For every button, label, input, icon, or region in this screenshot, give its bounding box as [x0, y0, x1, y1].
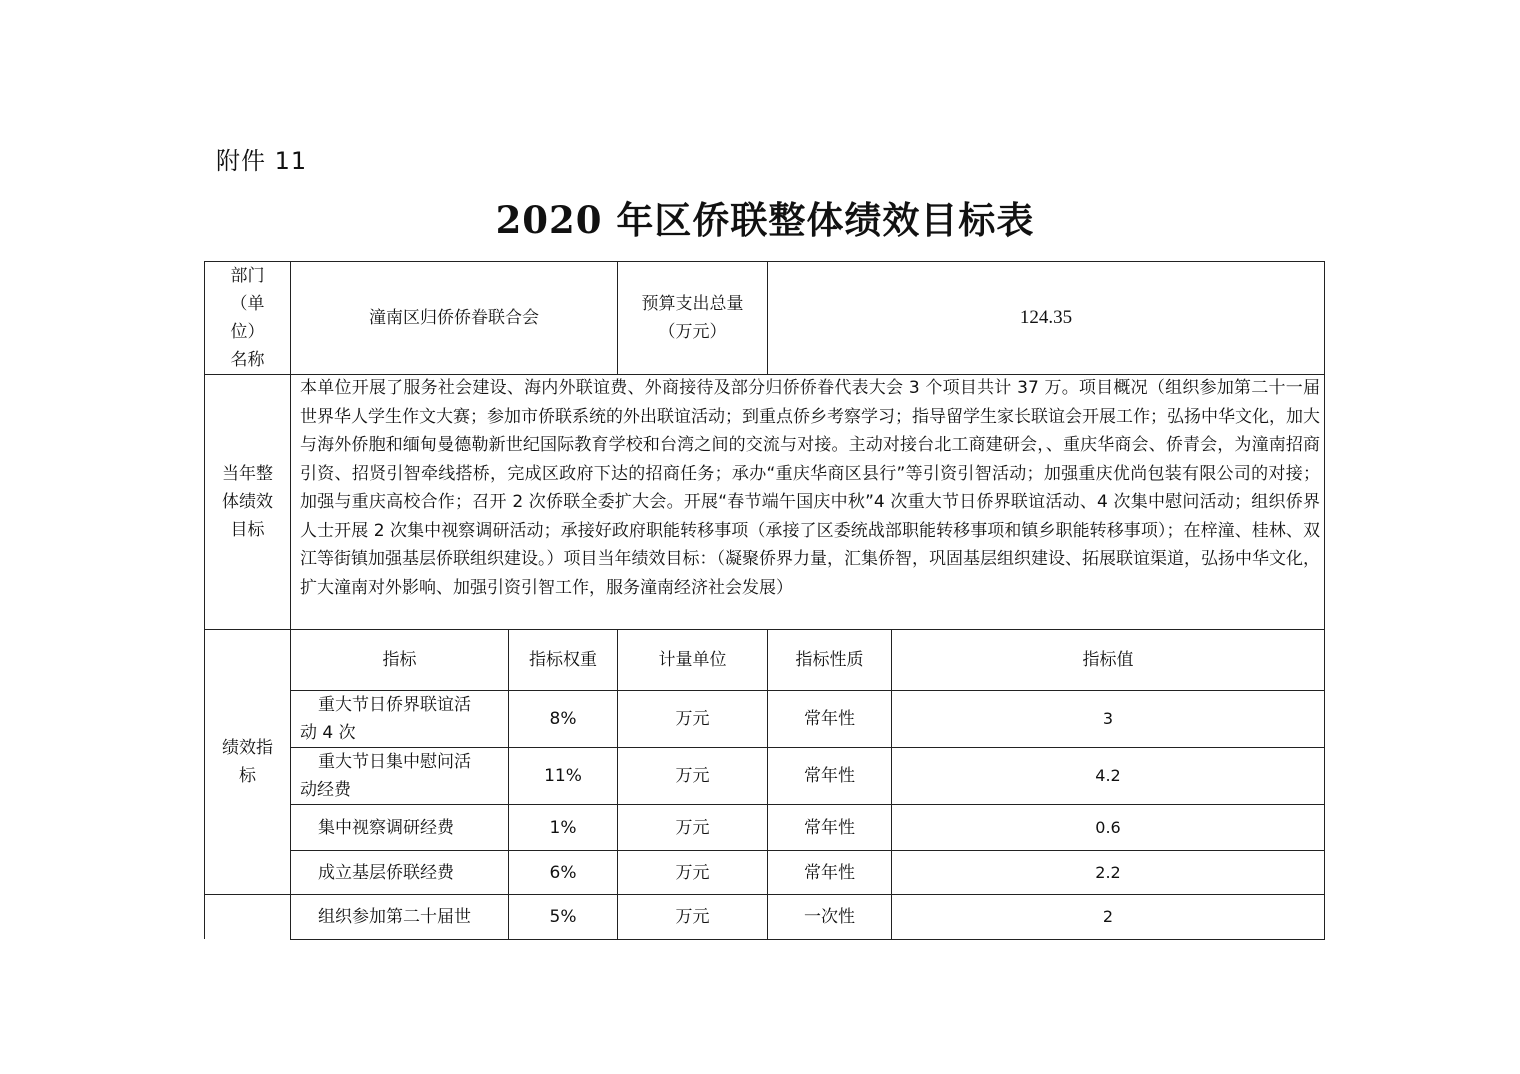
column-header-indicator — [291, 630, 508, 690]
column-header-label: 计量单位 — [658, 650, 727, 670]
dept-label-line: 位） — [230, 322, 265, 342]
table-row-weight — [509, 851, 617, 894]
indicator-value: 2.2 — [1095, 862, 1121, 882]
weight-value: 8% — [549, 709, 577, 729]
indicators-label-cell — [205, 630, 290, 894]
unit-value: 万元 — [675, 907, 710, 927]
column-header-unit — [618, 630, 767, 690]
indicator-value: 4.2 — [1095, 766, 1121, 785]
column-header-weight — [509, 630, 617, 690]
dept-label-line: 名称 — [230, 350, 265, 370]
budget-value: 124.35 — [1019, 307, 1073, 328]
dept-label-line: 部门 — [230, 266, 265, 286]
table-row-unit — [618, 805, 767, 850]
table-row-nature — [768, 805, 891, 850]
column-header-label: 指标 — [382, 650, 417, 670]
nature-value: 常年性 — [804, 766, 855, 786]
table-border-right — [1324, 261, 1325, 939]
weight-value: 1% — [549, 817, 577, 838]
annual-goal-text: 本单位开展了服务社会建设、海内外联谊费、外商接待及部分归侨侨眷代表大会 3 个项目共计 37 万。项目概况（组织参加第二十一届世界华人学生作文大赛；参加市侨联系统的外出联谊活动；到重点侨乡考察学习；指导留学生家长联谊会开展工作；弘扬中华文化，加大与海外侨胞和缅甸曼德勒新世纪国际教育学校和台湾之间的交流与对接。主动对接台北工商建研会，、重庆华商会、侨青会，为潼南招商引资、招贤引智牵线搭桥，完成区政府下达的招商任务；承办“重庆华商区县行”等引资引智活动；加强重庆优尚包装有限公司的对接；加强与重庆高校合作；召开 2 次侨联全委扩大会。开展“春节端午国庆中秋”4 次重大节日侨界联谊活动、4 次集中慰问活动；组织侨界人士开展 2 次集中视察调研活动；承接好政府职能转移事项（承接了区委统战部职能转移事项和镇乡职能转移事项）；在梓潼、桂林、双江等街镇加强基层侨联组织建设。）项目当年绩效目标：（凝聚侨界力量，汇集侨智，巩固基层组织建设、拓展联谊渠道，弘扬中华文化，扩大潼南对外影响、加强引资引智工作，服务潼南经济社会发展） — [300, 378, 1320, 598]
unit-value: 万元 — [675, 862, 710, 883]
table-row-unit — [618, 691, 767, 747]
table-row-unit — [618, 748, 767, 804]
table-row-value — [892, 691, 1324, 747]
table-row-nature — [768, 748, 891, 804]
nature-value: 常年性 — [804, 817, 855, 838]
column-header-nature — [768, 630, 891, 690]
budget-label-line: （万元） — [658, 322, 727, 342]
indicator-name-line: 动经费 — [300, 780, 351, 800]
annual-goal-label-cell — [205, 375, 290, 629]
table-row-indicator-name — [300, 748, 508, 804]
table-row-nature — [768, 691, 891, 747]
unit-value: 万元 — [675, 766, 710, 786]
unit-value: 万元 — [675, 817, 710, 838]
annual-goal-label-line: 目标 — [230, 520, 265, 540]
table-row-weight — [509, 691, 617, 747]
table-row-value — [892, 895, 1324, 939]
table-row-value — [892, 805, 1324, 850]
indicator-name-line: 组织参加第二十届世 — [318, 907, 471, 927]
indicator-value: 2 — [1102, 907, 1114, 926]
indicator-name-line: 重大节日侨界联谊活 — [318, 695, 471, 715]
dept-name-cell — [291, 262, 617, 374]
attachment-label: 附件 11 — [216, 147, 308, 175]
budget-label-line: 预算支出总量 — [641, 294, 744, 314]
table-row-value — [892, 748, 1324, 804]
indicator-name-line: 重大节日集中慰问活 — [318, 752, 471, 772]
weight-value: 5% — [549, 907, 577, 927]
table-row-weight — [509, 895, 617, 939]
budget-label-cell — [618, 262, 767, 374]
page-title: 2020 年区侨联整体绩效目标表 — [495, 198, 1035, 242]
column-header-value — [892, 630, 1324, 690]
table-row-indicator-name — [300, 895, 508, 939]
annual-goal-label-line: 当年整 — [222, 464, 273, 484]
table-row-value — [892, 851, 1324, 894]
indicator-value: 3 — [1102, 709, 1114, 728]
indicators-label-line: 绩效指 — [222, 738, 273, 758]
unit-value: 万元 — [675, 709, 710, 729]
table-row-unit — [618, 895, 767, 939]
indicator-name-line: 动 4 次 — [300, 723, 356, 743]
dept-name: 潼南区归侨侨眷联合会 — [369, 308, 539, 328]
annual-goal-label-line: 体绩效 — [222, 492, 273, 512]
weight-value: 6% — [549, 862, 577, 883]
table-row-weight — [509, 748, 617, 804]
table-row-indicator-name — [300, 851, 508, 894]
indicator-name-line: 成立基层侨联经费 — [318, 862, 454, 883]
table-row-indicator-name — [300, 691, 508, 747]
table-row-unit — [618, 851, 767, 894]
indicator-value: 0.6 — [1095, 817, 1121, 837]
column-header-label: 指标权重 — [529, 650, 597, 670]
weight-value: 11% — [544, 766, 582, 786]
nature-value: 一次性 — [804, 907, 855, 927]
column-header-label: 指标性质 — [795, 650, 864, 670]
table-row-indicator-name — [300, 805, 508, 850]
column-header-label: 指标值 — [1082, 650, 1134, 670]
table-row-nature — [768, 895, 891, 939]
nature-value: 常年性 — [804, 862, 855, 883]
indicator-name-line: 集中视察调研经费 — [318, 817, 454, 838]
nature-value: 常年性 — [804, 709, 855, 729]
table-row-weight — [509, 805, 617, 850]
dept-label-cell — [205, 262, 290, 374]
budget-value-cell — [768, 262, 1324, 374]
indicators-label-line: 标 — [239, 766, 256, 786]
table-row-nature — [768, 851, 891, 894]
table-border-bottom — [290, 939, 1325, 940]
dept-label-line: （单 — [230, 294, 265, 314]
